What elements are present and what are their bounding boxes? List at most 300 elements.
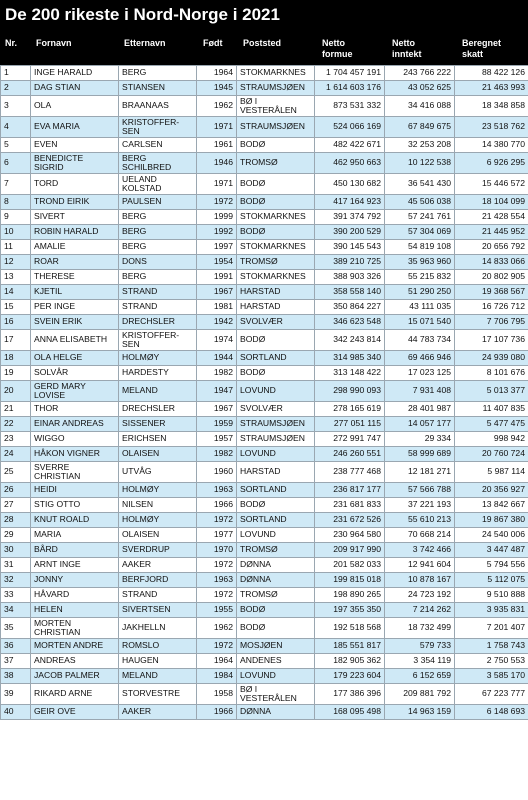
cell-nr: 8 — [1, 195, 31, 210]
cell-nr: 19 — [1, 366, 31, 381]
table-row — [1, 558, 528, 573]
table-row — [1, 366, 528, 381]
cell-formue: 1 704 457 191 — [315, 66, 385, 81]
cell-etternavn: BERG — [119, 270, 197, 285]
cell-fodt: 1954 — [197, 255, 237, 270]
table-row — [1, 174, 528, 195]
table-row — [1, 705, 528, 720]
cell-etternavn: KRISTOFFER-SEN — [119, 117, 197, 138]
cell-fodt: 1967 — [197, 285, 237, 300]
cell-skatt: 19 867 380 — [455, 513, 528, 528]
cell-inntekt: 70 668 214 — [385, 528, 455, 543]
cell-skatt: 15 446 572 — [455, 174, 528, 195]
cell-skatt: 14 833 066 — [455, 255, 528, 270]
cell-fornavn: EVA MARIA — [31, 117, 119, 138]
cell-nr: 22 — [1, 417, 31, 432]
header-skatt-line1: Beregnet — [462, 38, 502, 48]
header-nr: Nr. — [5, 38, 18, 48]
cell-fornavn: MORTEN CHRISTIAN — [31, 618, 119, 639]
cell-nr: 39 — [1, 684, 31, 705]
cell-etternavn: OLAISEN — [119, 528, 197, 543]
cell-fornavn: ROBIN HARALD — [31, 225, 119, 240]
table-row — [1, 381, 528, 402]
cell-poststed: HARSTAD — [237, 285, 315, 300]
cell-inntekt: 55 610 213 — [385, 513, 455, 528]
cell-fornavn: EVEN — [31, 138, 119, 153]
cell-inntekt: 36 541 430 — [385, 174, 455, 195]
table-row — [1, 498, 528, 513]
cell-poststed: BØ I VESTERÅLEN — [237, 684, 315, 705]
table-row — [1, 255, 528, 270]
cell-poststed: STOKMARKNES — [237, 210, 315, 225]
table-row — [1, 417, 528, 432]
cell-fornavn: SVEIN ERIK — [31, 315, 119, 330]
cell-formue: 417 164 923 — [315, 195, 385, 210]
cell-fornavn: GERD MARY LOVISE — [31, 381, 119, 402]
cell-fornavn: MARIA — [31, 528, 119, 543]
cell-fornavn: MORTEN ANDRE — [31, 639, 119, 654]
wealth-table — [0, 65, 528, 720]
cell-skatt: 20 356 927 — [455, 483, 528, 498]
cell-fodt: 1960 — [197, 462, 237, 483]
cell-fodt: 1966 — [197, 498, 237, 513]
cell-poststed: STRAUMSJØEN — [237, 432, 315, 447]
table-row — [1, 573, 528, 588]
cell-formue: 199 815 018 — [315, 573, 385, 588]
cell-inntekt: 12 181 271 — [385, 462, 455, 483]
cell-inntekt: 37 221 193 — [385, 498, 455, 513]
cell-nr: 1 — [1, 66, 31, 81]
table-row — [1, 528, 528, 543]
cell-nr: 29 — [1, 528, 31, 543]
cell-formue: 246 260 551 — [315, 447, 385, 462]
cell-skatt: 8 101 676 — [455, 366, 528, 381]
cell-skatt: 18 348 858 — [455, 96, 528, 117]
cell-poststed: MOSJØEN — [237, 639, 315, 654]
cell-skatt: 13 842 667 — [455, 498, 528, 513]
cell-fodt: 1992 — [197, 225, 237, 240]
cell-nr: 28 — [1, 513, 31, 528]
cell-fornavn: OLA HELGE — [31, 351, 119, 366]
cell-inntekt: 54 819 108 — [385, 240, 455, 255]
cell-fornavn: KNUT ROALD — [31, 513, 119, 528]
table-row — [1, 669, 528, 684]
cell-poststed: BODØ — [237, 366, 315, 381]
cell-fodt: 1972 — [197, 639, 237, 654]
cell-poststed: STRAUMSJØEN — [237, 81, 315, 96]
cell-skatt: 5 987 114 — [455, 462, 528, 483]
cell-nr: 16 — [1, 315, 31, 330]
cell-inntekt: 15 071 540 — [385, 315, 455, 330]
table-row — [1, 300, 528, 315]
cell-poststed: BODØ — [237, 498, 315, 513]
cell-poststed: TROMSØ — [237, 255, 315, 270]
cell-skatt: 6 926 295 — [455, 153, 528, 174]
cell-formue: 197 355 350 — [315, 603, 385, 618]
cell-formue: 482 422 671 — [315, 138, 385, 153]
cell-etternavn: HOLMØY — [119, 483, 197, 498]
cell-nr: 13 — [1, 270, 31, 285]
cell-etternavn: BERFJORD — [119, 573, 197, 588]
cell-nr: 35 — [1, 618, 31, 639]
table-row — [1, 543, 528, 558]
cell-inntekt: 45 506 038 — [385, 195, 455, 210]
cell-fornavn: SOLVÅR — [31, 366, 119, 381]
cell-fornavn: JONNY — [31, 573, 119, 588]
cell-etternavn: JAKHELLN — [119, 618, 197, 639]
cell-nr: 33 — [1, 588, 31, 603]
cell-skatt: 67 223 777 — [455, 684, 528, 705]
cell-inntekt: 6 152 659 — [385, 669, 455, 684]
cell-nr: 11 — [1, 240, 31, 255]
cell-formue: 277 051 115 — [315, 417, 385, 432]
cell-inntekt: 32 253 208 — [385, 138, 455, 153]
cell-formue: 391 374 792 — [315, 210, 385, 225]
cell-skatt: 24 540 006 — [455, 528, 528, 543]
cell-fodt: 1997 — [197, 240, 237, 255]
cell-inntekt: 243 766 222 — [385, 66, 455, 81]
cell-nr: 32 — [1, 573, 31, 588]
cell-etternavn: BERG SCHILBRED — [119, 153, 197, 174]
cell-poststed: SVOLVÆR — [237, 402, 315, 417]
cell-nr: 6 — [1, 153, 31, 174]
cell-poststed: LOVUND — [237, 669, 315, 684]
cell-fodt: 1964 — [197, 654, 237, 669]
cell-fodt: 1981 — [197, 300, 237, 315]
header-formue-line1: Netto — [322, 38, 345, 48]
table-row — [1, 240, 528, 255]
cell-inntekt: 67 849 675 — [385, 117, 455, 138]
table-header — [0, 30, 528, 65]
cell-fodt: 1944 — [197, 351, 237, 366]
table-row — [1, 603, 528, 618]
cell-skatt: 3 447 487 — [455, 543, 528, 558]
cell-poststed: BODØ — [237, 603, 315, 618]
cell-fornavn: DAG STIAN — [31, 81, 119, 96]
header-skatt — [462, 38, 501, 60]
table-row — [1, 483, 528, 498]
cell-poststed: LOVUND — [237, 447, 315, 462]
cell-skatt: 19 368 567 — [455, 285, 528, 300]
cell-etternavn: BERG — [119, 210, 197, 225]
table-row — [1, 402, 528, 417]
header-poststed: Poststed — [243, 38, 282, 48]
cell-poststed: HARSTAD — [237, 300, 315, 315]
cell-fornavn: ANNA ELISABETH — [31, 330, 119, 351]
cell-etternavn: SISSENER — [119, 417, 197, 432]
header-inntekt-line2: inntekt — [392, 49, 422, 59]
cell-nr: 36 — [1, 639, 31, 654]
cell-fodt: 1945 — [197, 81, 237, 96]
page-title: De 200 rikeste i Nord-Norge i 2021 — [0, 0, 528, 30]
cell-fodt: 1999 — [197, 210, 237, 225]
cell-skatt: 11 407 835 — [455, 402, 528, 417]
cell-fodt: 1958 — [197, 684, 237, 705]
cell-formue: 1 614 603 176 — [315, 81, 385, 96]
cell-etternavn: UELAND KOLSTAD — [119, 174, 197, 195]
cell-poststed: SORTLAND — [237, 351, 315, 366]
header-formue — [322, 38, 353, 60]
cell-poststed: STOKMARKNES — [237, 240, 315, 255]
cell-fornavn: BENEDICTE SIGRID — [31, 153, 119, 174]
header-formue-line2: formue — [322, 49, 353, 59]
cell-poststed: TROMSØ — [237, 588, 315, 603]
cell-etternavn: BRAANAAS — [119, 96, 197, 117]
cell-inntekt: 579 733 — [385, 639, 455, 654]
cell-fornavn: HEIDI — [31, 483, 119, 498]
table-row — [1, 588, 528, 603]
cell-inntekt: 17 023 125 — [385, 366, 455, 381]
cell-skatt: 20 760 724 — [455, 447, 528, 462]
cell-formue: 390 145 543 — [315, 240, 385, 255]
table-row — [1, 195, 528, 210]
cell-fornavn: PER INGE — [31, 300, 119, 315]
cell-poststed: LOVUND — [237, 381, 315, 402]
cell-fodt: 1974 — [197, 330, 237, 351]
cell-formue: 278 165 619 — [315, 402, 385, 417]
cell-inntekt: 69 466 946 — [385, 351, 455, 366]
cell-nr: 38 — [1, 669, 31, 684]
cell-fornavn: EINAR ANDREAS — [31, 417, 119, 432]
table-row — [1, 153, 528, 174]
cell-poststed: STRAUMSJØEN — [237, 117, 315, 138]
cell-formue: 350 864 227 — [315, 300, 385, 315]
cell-fornavn: ANDREAS — [31, 654, 119, 669]
cell-poststed: SORTLAND — [237, 483, 315, 498]
cell-etternavn: HAUGEN — [119, 654, 197, 669]
cell-poststed: STRAUMSJØEN — [237, 417, 315, 432]
cell-nr: 7 — [1, 174, 31, 195]
table-row — [1, 117, 528, 138]
cell-fodt: 1971 — [197, 174, 237, 195]
cell-fodt: 1977 — [197, 528, 237, 543]
cell-poststed: STOKMARKNES — [237, 270, 315, 285]
cell-nr: 2 — [1, 81, 31, 96]
cell-formue: 201 582 033 — [315, 558, 385, 573]
cell-fodt: 1962 — [197, 96, 237, 117]
cell-fornavn: OLA — [31, 96, 119, 117]
cell-formue: 388 903 326 — [315, 270, 385, 285]
table-row — [1, 618, 528, 639]
header-etternavn: Etternavn — [124, 38, 166, 48]
cell-skatt: 88 422 126 — [455, 66, 528, 81]
cell-formue: 236 817 177 — [315, 483, 385, 498]
cell-inntekt: 58 999 689 — [385, 447, 455, 462]
cell-etternavn: KRISTOFFER-SEN — [119, 330, 197, 351]
cell-nr: 9 — [1, 210, 31, 225]
cell-fodt: 1970 — [197, 543, 237, 558]
header-inntekt — [392, 38, 422, 60]
cell-fodt: 1972 — [197, 513, 237, 528]
cell-inntekt: 24 723 192 — [385, 588, 455, 603]
cell-nr: 17 — [1, 330, 31, 351]
cell-fornavn: BÅRD — [31, 543, 119, 558]
cell-fornavn: SIVERT — [31, 210, 119, 225]
cell-fodt: 1964 — [197, 66, 237, 81]
table-row — [1, 210, 528, 225]
cell-fodt: 1959 — [197, 417, 237, 432]
cell-skatt: 998 942 — [455, 432, 528, 447]
cell-formue: 298 990 093 — [315, 381, 385, 402]
cell-poststed: DØNNA — [237, 573, 315, 588]
cell-etternavn: SIVERTSEN — [119, 603, 197, 618]
table-row — [1, 447, 528, 462]
cell-inntekt: 3 742 466 — [385, 543, 455, 558]
cell-etternavn: OLAISEN — [119, 447, 197, 462]
cell-skatt: 21 463 993 — [455, 81, 528, 96]
cell-formue: 168 095 498 — [315, 705, 385, 720]
cell-fornavn: RIKARD ARNE — [31, 684, 119, 705]
cell-fornavn: KJETIL — [31, 285, 119, 300]
cell-formue: 238 777 468 — [315, 462, 385, 483]
cell-formue: 272 991 747 — [315, 432, 385, 447]
cell-fodt: 1963 — [197, 483, 237, 498]
cell-nr: 31 — [1, 558, 31, 573]
cell-formue: 231 681 833 — [315, 498, 385, 513]
cell-nr: 18 — [1, 351, 31, 366]
cell-etternavn: DRECHSLER — [119, 402, 197, 417]
cell-etternavn: BERG — [119, 66, 197, 81]
cell-fodt: 1955 — [197, 603, 237, 618]
table-row — [1, 285, 528, 300]
cell-etternavn: HARDESTY — [119, 366, 197, 381]
cell-fodt: 1971 — [197, 117, 237, 138]
cell-fodt: 1946 — [197, 153, 237, 174]
cell-fornavn: INGE HARALD — [31, 66, 119, 81]
cell-formue: 185 551 817 — [315, 639, 385, 654]
cell-fodt: 1984 — [197, 669, 237, 684]
cell-inntekt: 18 732 499 — [385, 618, 455, 639]
cell-fodt: 1942 — [197, 315, 237, 330]
table-row — [1, 432, 528, 447]
cell-poststed: BODØ — [237, 225, 315, 240]
cell-inntekt: 51 290 250 — [385, 285, 455, 300]
cell-poststed: DØNNA — [237, 705, 315, 720]
cell-poststed: DØNNA — [237, 558, 315, 573]
cell-skatt: 5 112 075 — [455, 573, 528, 588]
cell-etternavn: CARLSEN — [119, 138, 197, 153]
cell-fornavn: TROND EIRIK — [31, 195, 119, 210]
cell-etternavn: STRAND — [119, 285, 197, 300]
cell-skatt: 16 726 712 — [455, 300, 528, 315]
cell-fodt: 1972 — [197, 195, 237, 210]
cell-formue: 342 243 814 — [315, 330, 385, 351]
cell-fodt: 1982 — [197, 447, 237, 462]
cell-nr: 30 — [1, 543, 31, 558]
cell-skatt: 7 706 795 — [455, 315, 528, 330]
cell-nr: 5 — [1, 138, 31, 153]
cell-fodt: 1957 — [197, 432, 237, 447]
cell-fodt: 1963 — [197, 573, 237, 588]
cell-etternavn: MELAND — [119, 669, 197, 684]
cell-nr: 4 — [1, 117, 31, 138]
cell-inntekt: 57 566 788 — [385, 483, 455, 498]
table-row — [1, 138, 528, 153]
cell-formue: 177 386 396 — [315, 684, 385, 705]
cell-poststed: LOVUND — [237, 528, 315, 543]
cell-nr: 26 — [1, 483, 31, 498]
cell-fodt: 1982 — [197, 366, 237, 381]
cell-etternavn: ERICHSEN — [119, 432, 197, 447]
cell-etternavn: DRECHSLER — [119, 315, 197, 330]
cell-formue: 230 964 580 — [315, 528, 385, 543]
cell-formue: 358 558 140 — [315, 285, 385, 300]
cell-etternavn: PAULSEN — [119, 195, 197, 210]
cell-inntekt: 12 941 604 — [385, 558, 455, 573]
cell-skatt: 3 585 170 — [455, 669, 528, 684]
cell-inntekt: 14 057 177 — [385, 417, 455, 432]
cell-inntekt: 43 111 035 — [385, 300, 455, 315]
cell-inntekt: 28 401 987 — [385, 402, 455, 417]
cell-fornavn: SVERRE CHRISTIAN — [31, 462, 119, 483]
cell-skatt: 6 148 693 — [455, 705, 528, 720]
cell-inntekt: 34 416 088 — [385, 96, 455, 117]
cell-fornavn: HÅVARD — [31, 588, 119, 603]
cell-etternavn: AAKER — [119, 558, 197, 573]
cell-poststed: BODØ — [237, 174, 315, 195]
cell-formue: 390 200 529 — [315, 225, 385, 240]
cell-nr: 27 — [1, 498, 31, 513]
cell-nr: 37 — [1, 654, 31, 669]
cell-skatt: 21 428 554 — [455, 210, 528, 225]
cell-nr: 15 — [1, 300, 31, 315]
cell-inntekt: 14 963 159 — [385, 705, 455, 720]
header-fodt: Født — [203, 38, 223, 48]
cell-inntekt: 57 304 069 — [385, 225, 455, 240]
cell-nr: 23 — [1, 432, 31, 447]
cell-nr: 25 — [1, 462, 31, 483]
cell-etternavn: STORVESTRE — [119, 684, 197, 705]
cell-skatt: 17 107 736 — [455, 330, 528, 351]
cell-inntekt: 3 354 119 — [385, 654, 455, 669]
cell-fodt: 1961 — [197, 138, 237, 153]
table-row — [1, 315, 528, 330]
cell-skatt: 5 794 556 — [455, 558, 528, 573]
cell-etternavn: STRAND — [119, 588, 197, 603]
cell-skatt: 24 939 080 — [455, 351, 528, 366]
cell-poststed: BODØ — [237, 138, 315, 153]
cell-formue: 346 623 548 — [315, 315, 385, 330]
cell-formue: 209 917 990 — [315, 543, 385, 558]
cell-skatt: 23 518 762 — [455, 117, 528, 138]
cell-fornavn: GEIR OVE — [31, 705, 119, 720]
cell-skatt: 7 201 407 — [455, 618, 528, 639]
cell-fornavn: STIG OTTO — [31, 498, 119, 513]
header-fornavn: Fornavn — [36, 38, 72, 48]
cell-etternavn: STIANSEN — [119, 81, 197, 96]
cell-skatt: 20 802 905 — [455, 270, 528, 285]
cell-inntekt: 43 052 625 — [385, 81, 455, 96]
table-row — [1, 462, 528, 483]
cell-fodt: 1967 — [197, 402, 237, 417]
cell-formue: 314 985 340 — [315, 351, 385, 366]
cell-skatt: 5 477 475 — [455, 417, 528, 432]
cell-poststed: BODØ — [237, 330, 315, 351]
cell-nr: 14 — [1, 285, 31, 300]
cell-fornavn: JACOB PALMER — [31, 669, 119, 684]
cell-skatt: 18 104 099 — [455, 195, 528, 210]
table-row — [1, 684, 528, 705]
cell-skatt: 2 750 553 — [455, 654, 528, 669]
cell-formue: 313 148 422 — [315, 366, 385, 381]
cell-poststed: HARSTAD — [237, 462, 315, 483]
header-inntekt-line1: Netto — [392, 38, 415, 48]
cell-poststed: TROMSØ — [237, 153, 315, 174]
cell-formue: 450 130 682 — [315, 174, 385, 195]
cell-etternavn: NILSEN — [119, 498, 197, 513]
cell-fornavn: ARNT INGE — [31, 558, 119, 573]
cell-nr: 10 — [1, 225, 31, 240]
